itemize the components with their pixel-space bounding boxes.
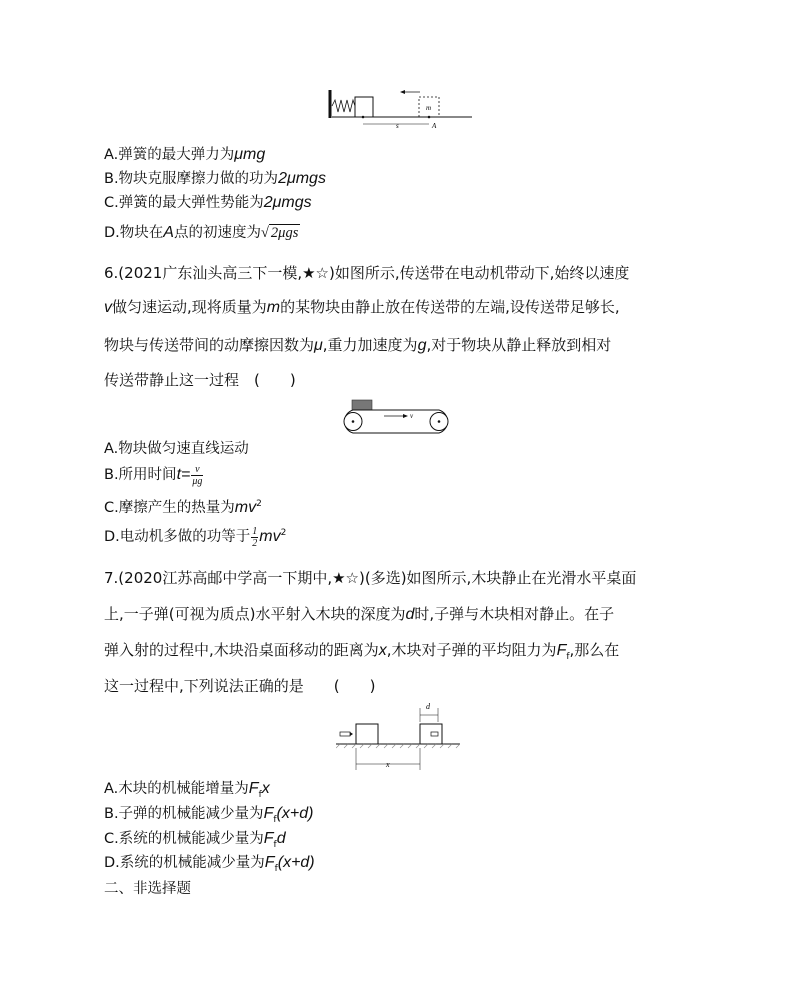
q7-line-3: 弹入射的过程中,木块沿桌面移动的距离为x,木块对子弹的平均阻力为$F_f$,那么在 [104,641,620,662]
depth-label: d [426,702,430,711]
q6-line-3: 物块与传送带间的动摩擦因数为μ,重力加速度为g,对于物块从静止释放到相对 [104,336,612,354]
section-title: 二、非选择题 [104,881,191,897]
q6-line-2: v做匀速运动,现将质量为m的某物块由静止放在传送带的左端,设传送带足够长, [104,298,620,316]
q5-option-b: B.物块克服摩擦力做的功为2μmgs [104,170,326,187]
mass-label: m [426,104,432,112]
q7-option-c: C.系统的机械能减少量为$F_fd$ [104,830,286,850]
q6-option-b: B.所用时间t= $\frac{v}{\mu g}$ [104,463,203,487]
distance-label: s [396,122,399,130]
block-left [355,97,373,117]
bullet-block-figure [336,698,460,770]
q7-option-a: A.木块的机械能增量为$F_fx$ [104,780,270,800]
q6-line-1: 6.(2021广东汕头高三下一模,★☆)如图所示,传送带在电动机带动下,始终以速度 [104,264,630,282]
q5-option-c: C.弹簧的最大弹性势能为2μmgs [104,194,312,211]
spring-block-figure [322,88,472,132]
bullet-left [340,732,350,736]
displacement-label: x [386,760,390,769]
point-label: A [432,122,437,130]
q6-line-4: 传送带静止这一过程 ( ) [104,371,296,389]
block-on-belt [352,400,372,410]
block-initial [356,724,378,744]
q7-option-b: B.子弹的机械能减少量为$F_f(x+d)$ [104,805,314,825]
arrow-head [400,90,405,94]
q6-option-a: A.物块做匀速直线运动 [104,441,249,457]
conveyor-figure [340,396,452,434]
q7-line-2: 上,一子弹(可视为质点)水平射入木块的深度为d时,子弹与木块相对静止。在子 [104,605,615,623]
q7-option-d: D.系统的机械能减少量为$F_f(x+d)$ [104,854,315,874]
q7-line-1: 7.(2020江苏高邮中学高一下期中,★☆)(多选)如图所示,木块静止在光滑水平桌面 [104,569,637,587]
q6-option-d: D.电动机多做的功等于 $\frac{1}{2}$ $mv^2$ [104,525,287,549]
q6-option-c: C.摩擦产生的热量为$mv^2$ [104,499,262,516]
q5-option-a: A.弹簧的最大弹力为μmg [104,146,266,163]
q5-option-d: D.物块在A点的初速度为√ 2μgs [104,224,299,241]
q7-line-4: 这一过程中,下列说法正确的是 ( ) [104,677,376,695]
velocity-label: v [410,412,414,420]
bullet-inside [431,732,438,736]
spring [332,100,355,112]
